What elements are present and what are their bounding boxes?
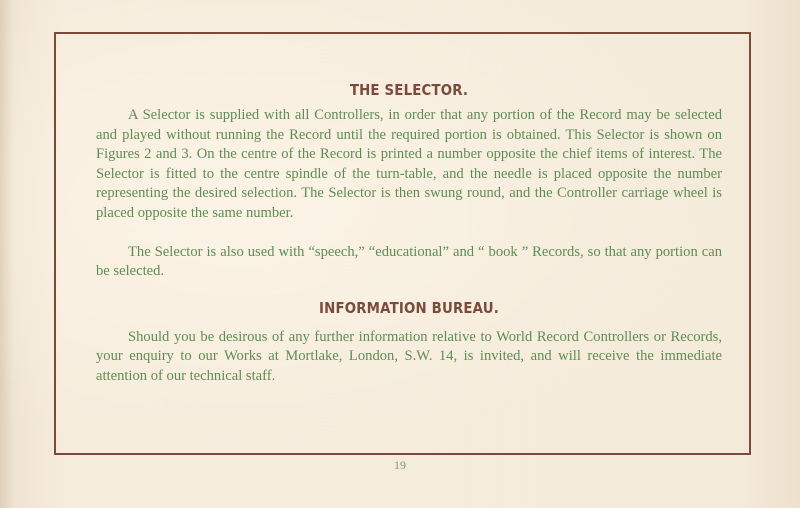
selector-paragraph-1: A Selector is supplied with all Controllers, in order that any portion of the Record may be selected and played without running the Record until the required portion is obtained. This Selector is shown on Figures 2 and 3. On the centre of the Record is printed a number opposite the chief items of interest. The Selector is fitted to the centre spindle of the turn-table, and the needle is placed opposite the number representing the desired selection. The Selector is then swung round, and the Controller carriage wheel is placed opposite the same number. xyxy=(96,107,722,221)
page-number: 19 xyxy=(394,458,406,472)
page-content xyxy=(96,70,722,387)
information-bureau-heading: INFORMATION BUREAU. xyxy=(319,298,499,317)
selector-heading: THE SELECTOR. xyxy=(349,81,469,99)
information-bureau-paragraph: Should you be desirous of any further information relative to World Record Controllers or Records, your enquiry to our Works at Mortlake, London, S.W. 14, is invited, and will receive the immediate attention of our technical staff. xyxy=(96,328,722,384)
selector-paragraph-2: The Selector is also used with “speech,” “educational” and “ book ” Records, so that any portion can be selected. xyxy=(96,243,722,280)
spine-shadow xyxy=(0,0,14,508)
